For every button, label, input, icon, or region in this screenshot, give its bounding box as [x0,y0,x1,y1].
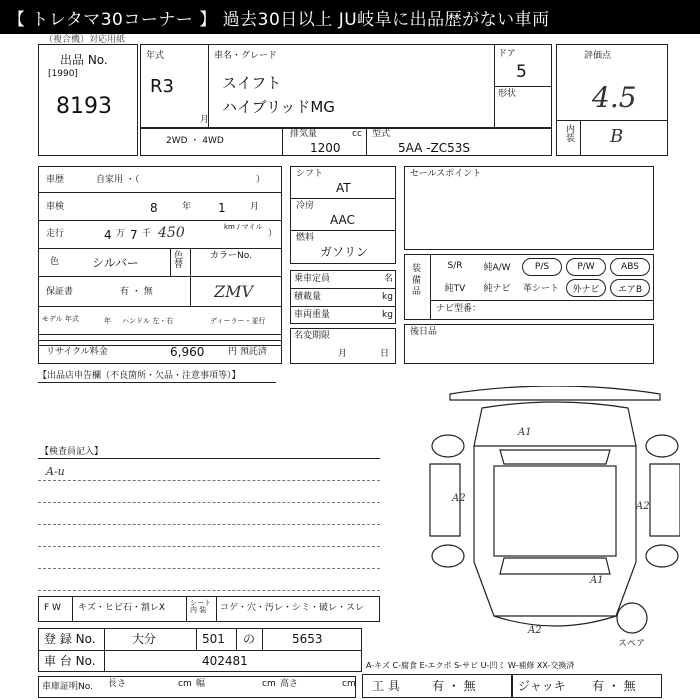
warranty-label: 保証書 [46,287,74,297]
color-label: 色 [50,257,60,267]
car-grade: ハイブリッドMG [222,98,335,116]
banner-text: 【 トレタマ30コーナー 】 過去30日以上 JU岐阜に出品歴がない車両 [8,9,550,30]
interior-value: B [610,126,624,147]
seat-items: コゲ・穴・汚レ・シミ・破レ・スレ [220,603,365,613]
cert-height: 高さ [280,679,299,689]
car-name: スイフト [222,74,282,92]
inspection-year: 8 [150,201,158,215]
inspector-hand: A-u [46,465,65,478]
history-label: 車歴 [46,175,65,185]
seat-label: シート内 装 [190,599,211,614]
registration-kana: の [243,632,256,646]
tools-value: 有 ・ 無 [432,679,476,693]
mileage-unit: km / マイル [224,223,263,231]
diagram-mark-4: A1 [590,575,604,586]
jack-value: 有 ・ 無 [592,679,636,693]
equip-pw: P/W [566,258,606,276]
diagram-mark-1: A1 [518,427,532,438]
header-banner [0,0,700,34]
capacity-load-label: 積載量 [294,292,322,302]
ac-value: AAC [330,213,355,227]
cert-long-unit: cm [178,679,192,689]
model-year-unit: 年 [104,317,111,325]
mileage-close: ） [268,229,278,239]
inspection-month-unit: 月 [250,202,260,212]
color-value: シルバー [92,256,139,270]
car-label: 車名・グレード [214,51,278,61]
chassis-label: 車 台 No. [44,654,96,668]
inspection-month: 1 [218,201,226,215]
shift-value: AT [336,181,351,195]
score-label: 評価点 [584,51,612,61]
history-close: ） [256,175,266,185]
recycle-label: リサイクル料金 [46,347,108,357]
equip-leather: 革シート [522,283,559,294]
displacement-unit: cc [352,129,362,139]
interior-label: 内装 [566,125,576,144]
after-note-label: 後日品 [410,327,438,337]
history-value: 自家用 ・（ [96,175,140,185]
navi-model: ナビ型番： [436,304,482,314]
seller-notes-label: 【出品店申告欄（不良箇所・欠品・注意事項等）】 [38,371,241,381]
inspector-label: 【検査員記入】 [40,447,104,457]
capacity-seats-unit: 名 [384,274,394,284]
registration-class: 501 [202,632,225,646]
name-change-day: 日 [380,349,390,359]
fw-label: F W [44,603,61,613]
drive-value: 2WD ・ 4WD [166,136,224,146]
fuel-value: ガソリン [320,245,369,259]
score-value: 4.5 [592,81,637,114]
doors-value: 5 [516,62,527,82]
recycle-value: 6,960 [170,345,205,359]
chassis-value: 402481 [202,654,248,668]
diagram-mark-3: A2 [636,501,650,512]
color-no-hand: ZMV [214,282,254,301]
mileage-sen-unit: 千 [142,229,152,239]
doors-label: ドア [498,49,516,59]
jack-label: ジャッキ [518,679,566,693]
shift-label: シフト [296,169,324,179]
handle: ハンドル 左・右 [122,317,174,325]
repaint-label: 色替 [174,251,184,270]
warranty-value: 有 ・ 無 [120,287,153,297]
shape-label: 形状 [498,89,517,99]
tools-label: 工 具 [372,679,400,693]
mileage-sen: 7 [130,228,138,242]
inspection-label: 車検 [46,202,65,212]
diagram-mark-2: A2 [452,493,466,504]
equip-ps: P/S [522,258,562,276]
capacity-weight-unit: kg [382,310,393,320]
year-value: R3 [150,76,174,97]
displacement-label: 排気量 [290,129,318,139]
name-change-label: 名変期限 [294,331,331,341]
mileage-label: 走行 [46,229,65,239]
lot-code: [1990] [48,69,78,79]
mileage-man: 4 [104,228,112,242]
mileage-man-unit: 万 [116,229,126,239]
top-note: （複合機）対応用紙 [44,35,126,45]
model-value: 5AA -ZC53S [398,141,471,155]
lot-label: 出品 No. [60,53,108,67]
equip-sr: S/R [447,261,463,271]
capacity-seats-label: 乗車定員 [294,274,331,284]
cert-width-unit: cm [262,679,276,689]
year-month: 月 [200,115,210,125]
displacement-value: 1200 [310,141,341,155]
sales-point-label: セールスポイント [410,169,482,179]
cert-height-unit: cm [342,679,356,689]
equip-airbag: エアB [610,279,650,297]
spare-label: スペア [618,639,646,649]
diagram-mark-5: A2 [528,625,542,636]
damage-legend: A-キズ C-腐食 E-エクボ S-サビ U-凹ミ W-補修 XX-交換済 [366,661,575,670]
equip-ext-navi: 外ナビ [566,279,606,297]
lot-number: 8193 [56,94,112,119]
name-change-month: 月 [338,349,348,359]
capacity-weight-label: 車両重量 [294,310,331,320]
after-note-box [404,324,654,364]
dealer: ディーラー・並行 [210,317,266,325]
color-no-label: カラーNo. [210,251,252,261]
inspection-year-unit: 年 [182,202,192,212]
ac-label: 冷房 [296,201,315,211]
equip-navi: 純ナビ [483,283,511,294]
registration-label: 登 録 No. [44,632,96,646]
cert-long: 長さ [108,679,127,689]
registration-area: 大分 [132,632,157,646]
registration-number: 5653 [292,632,323,646]
equip-tv: 純TV [444,283,466,294]
fuel-label: 燃料 [296,233,315,243]
capacity-load-unit: kg [382,292,393,302]
equip-aw: 純A/W [483,262,511,273]
model-label: 型式 [372,129,391,139]
equip-abs: ABS [610,258,650,276]
year-label: 年式 [146,51,165,61]
recycle-unit: 円 預託済 [228,347,267,357]
model-year-label: モデル 年式 [42,315,79,323]
car-damage-diagram [410,386,680,646]
cert-label: 車庫証明No. [42,682,93,692]
equipment-label: 装備品 [412,264,422,298]
fw-items: キズ・ヒビ石・割レX [78,603,165,613]
mileage-hand: 450 [158,225,185,241]
cert-width: 幅 [196,679,206,689]
